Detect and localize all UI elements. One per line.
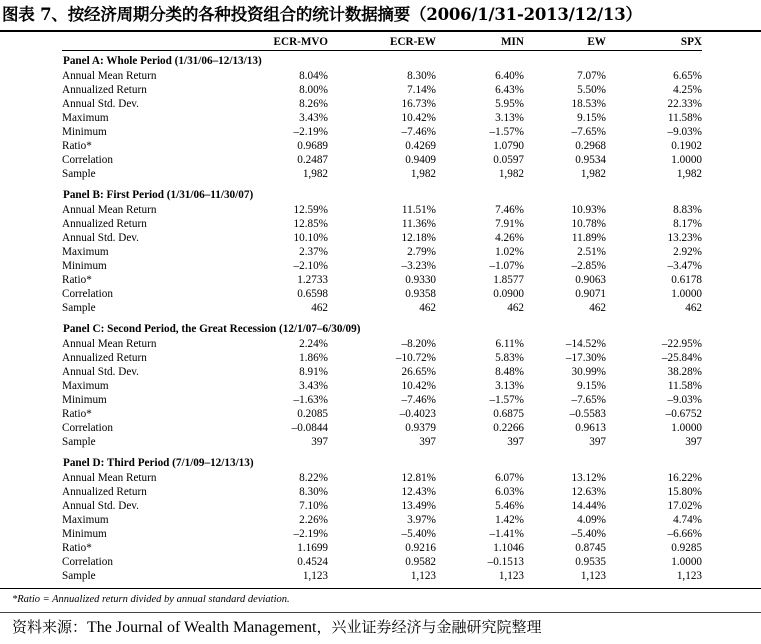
row-label: Maximum <box>62 514 109 526</box>
value-cell: –9.03% <box>667 394 702 406</box>
value-cell: 6.43% <box>495 84 524 96</box>
value-cell: 0.9534 <box>575 154 606 166</box>
value-cell: 2.37% <box>299 246 328 258</box>
value-cell: 8.00% <box>299 84 328 96</box>
value-cell: 1,982 <box>410 168 436 180</box>
table-row <box>62 435 702 449</box>
value-cell: 8.04% <box>299 70 328 82</box>
row-label: Annual Std. Dev. <box>62 366 139 378</box>
value-cell: 397 <box>685 436 702 448</box>
value-cell: –0.1513 <box>487 556 524 568</box>
value-cell: 11.36% <box>401 218 436 230</box>
value-cell: 8.48% <box>495 366 524 378</box>
value-cell: 0.9613 <box>575 422 606 434</box>
value-cell: 2.51% <box>577 246 606 258</box>
value-cell: 0.9409 <box>405 154 436 166</box>
value-cell: 0.9358 <box>405 288 436 300</box>
value-cell: 397 <box>419 436 436 448</box>
value-cell: 1,123 <box>302 570 328 582</box>
value-cell: 3.13% <box>495 380 524 392</box>
value-cell: 0.2487 <box>297 154 328 166</box>
value-cell: 0.9689 <box>297 140 328 152</box>
value-cell: 1,982 <box>302 168 328 180</box>
table-row <box>62 421 702 435</box>
value-cell: 0.6875 <box>493 408 524 420</box>
row-label: Annual Mean Return <box>62 338 157 350</box>
value-cell: –1.57% <box>489 126 524 138</box>
value-cell: 14.44% <box>571 500 606 512</box>
value-cell: 0.2968 <box>575 140 606 152</box>
source-journal: The Journal of Wealth Management <box>87 619 317 636</box>
panel-header-c <box>62 321 702 337</box>
value-cell: –1.57% <box>489 394 524 406</box>
value-cell: –14.52% <box>565 338 606 350</box>
source-suffix: ，兴业证券经济与金融研究院整理 <box>316 618 542 636</box>
value-cell: 8.22% <box>299 472 328 484</box>
value-cell: 6.07% <box>495 472 524 484</box>
value-cell: 462 <box>419 302 436 314</box>
col-header-spx: SPX <box>606 34 702 51</box>
header-row <box>62 34 702 51</box>
value-cell: 1.1699 <box>297 542 328 554</box>
value-cell: 0.1902 <box>671 140 702 152</box>
value-cell: 0.9330 <box>405 274 436 286</box>
bottom-rule <box>0 588 761 589</box>
value-cell: –2.19% <box>293 126 328 138</box>
value-cell: 1.0000 <box>671 422 702 434</box>
row-label: Annual Mean Return <box>62 472 157 484</box>
value-cell: 1,123 <box>498 570 524 582</box>
value-cell: 3.43% <box>299 380 328 392</box>
value-cell: 1.1046 <box>493 542 524 554</box>
value-cell: 7.46% <box>495 204 524 216</box>
value-cell: 8.26% <box>299 98 328 110</box>
value-cell: 0.9285 <box>671 542 702 554</box>
value-cell: –5.40% <box>401 528 436 540</box>
value-cell: 4.09% <box>577 514 606 526</box>
value-cell: 2.79% <box>407 246 436 258</box>
table-row <box>62 541 702 555</box>
row-label: Annual Std. Dev. <box>62 500 139 512</box>
value-cell: 2.24% <box>299 338 328 350</box>
statistics-table <box>62 34 702 583</box>
value-cell: 1,982 <box>676 168 702 180</box>
panel-title: Panel C: Second Period, the Great Recession (12/1/07–6/30/09) <box>63 323 361 335</box>
table-row <box>62 139 702 153</box>
value-cell: 397 <box>589 436 606 448</box>
value-cell: 0.6598 <box>297 288 328 300</box>
table-row <box>62 365 702 379</box>
row-label: Ratio* <box>62 274 92 286</box>
row-label: Annual Mean Return <box>62 204 157 216</box>
value-cell: –0.5583 <box>569 408 606 420</box>
value-cell: 1.86% <box>299 352 328 364</box>
value-cell: 8.83% <box>673 204 702 216</box>
value-cell: 8.30% <box>407 70 436 82</box>
value-cell: 38.28% <box>667 366 702 378</box>
value-cell: 6.65% <box>673 70 702 82</box>
value-cell: 4.25% <box>673 84 702 96</box>
value-cell: –6.66% <box>667 528 702 540</box>
table-row <box>62 485 702 499</box>
row-label: Annualized Return <box>62 352 147 364</box>
source-line <box>12 616 541 639</box>
value-cell: 7.10% <box>299 500 328 512</box>
value-cell: 397 <box>507 436 524 448</box>
value-cell: 0.9582 <box>405 556 436 568</box>
value-cell: 16.22% <box>667 472 702 484</box>
panel-header-d <box>62 455 702 471</box>
panel-header-a <box>62 51 702 70</box>
value-cell: 0.0597 <box>493 154 524 166</box>
value-cell: 12.81% <box>401 472 436 484</box>
value-cell: –22.95% <box>661 338 702 350</box>
value-cell: 6.03% <box>495 486 524 498</box>
value-cell: –7.46% <box>401 394 436 406</box>
value-cell: –17.30% <box>565 352 606 364</box>
table-row <box>62 167 702 181</box>
value-cell: –0.6752 <box>665 408 702 420</box>
value-cell: 0.9216 <box>405 542 436 554</box>
footnote: *Ratio = Annualized return divided by annual standard deviation. <box>12 594 290 605</box>
value-cell: –9.03% <box>667 126 702 138</box>
value-cell: –7.65% <box>571 126 606 138</box>
value-cell: –2.10% <box>293 260 328 272</box>
table-row <box>62 471 702 485</box>
row-label: Annual Std. Dev. <box>62 98 139 110</box>
value-cell: 2.26% <box>299 514 328 526</box>
value-cell: 0.2266 <box>493 422 524 434</box>
table-row <box>62 83 702 97</box>
row-label: Sample <box>62 168 96 180</box>
value-cell: 9.15% <box>577 112 606 124</box>
value-cell: –25.84% <box>661 352 702 364</box>
col-header-ecr-mvo: ECR-MVO <box>238 34 328 51</box>
value-cell: 13.49% <box>401 500 436 512</box>
value-cell: 462 <box>311 302 328 314</box>
value-cell: 0.9535 <box>575 556 606 568</box>
row-label: Correlation <box>62 556 113 568</box>
row-label: Sample <box>62 302 96 314</box>
value-cell: 18.53% <box>571 98 606 110</box>
value-cell: 1.0790 <box>493 140 524 152</box>
value-cell: 0.0900 <box>493 288 524 300</box>
row-label: Annual Mean Return <box>62 70 157 82</box>
value-cell: 5.46% <box>495 500 524 512</box>
source-rule <box>0 612 761 613</box>
value-cell: 462 <box>589 302 606 314</box>
table-row <box>62 393 702 407</box>
table-row <box>62 259 702 273</box>
value-cell: 11.58% <box>667 112 702 124</box>
value-cell: 1,982 <box>498 168 524 180</box>
panel-title: Panel B: First Period (1/31/06–11/30/07) <box>63 189 254 201</box>
value-cell: 462 <box>507 302 524 314</box>
value-cell: 10.78% <box>571 218 606 230</box>
value-cell: 7.91% <box>495 218 524 230</box>
value-cell: 12.63% <box>571 486 606 498</box>
value-cell: 3.97% <box>407 514 436 526</box>
value-cell: 22.33% <box>667 98 702 110</box>
row-label: Minimum <box>62 528 107 540</box>
value-cell: 462 <box>685 302 702 314</box>
source-prefix: 资料来源： <box>12 618 88 636</box>
value-cell: –7.46% <box>401 126 436 138</box>
value-cell: 5.95% <box>495 98 524 110</box>
value-cell: –1.41% <box>489 528 524 540</box>
table-row <box>62 287 702 301</box>
value-cell: 0.2085 <box>297 408 328 420</box>
value-cell: 1.0000 <box>671 556 702 568</box>
value-cell: –10.72% <box>395 352 436 364</box>
row-label: Ratio* <box>62 542 92 554</box>
value-cell: 0.9379 <box>405 422 436 434</box>
value-cell: 1,123 <box>676 570 702 582</box>
value-cell: 17.02% <box>667 500 702 512</box>
value-cell: 12.59% <box>293 204 328 216</box>
top-rule <box>0 30 761 32</box>
value-cell: 11.51% <box>401 204 436 216</box>
table-row <box>62 407 702 421</box>
row-label: Minimum <box>62 126 107 138</box>
value-cell: 1,123 <box>580 570 606 582</box>
value-cell: –0.4023 <box>399 408 436 420</box>
value-cell: 12.85% <box>293 218 328 230</box>
value-cell: 0.9063 <box>575 274 606 286</box>
row-label: Annual Std. Dev. <box>62 232 139 244</box>
value-cell: 26.65% <box>401 366 436 378</box>
table-row <box>62 379 702 393</box>
value-cell: 0.6178 <box>671 274 702 286</box>
value-cell: 0.4524 <box>297 556 328 568</box>
table-row <box>62 97 702 111</box>
value-cell: 8.17% <box>673 218 702 230</box>
row-label: Ratio* <box>62 408 92 420</box>
table-row <box>62 125 702 139</box>
value-cell: –7.65% <box>571 394 606 406</box>
value-cell: –5.40% <box>571 528 606 540</box>
table-row <box>62 203 702 217</box>
row-label: Minimum <box>62 260 107 272</box>
value-cell: 10.10% <box>293 232 328 244</box>
col-header-min: MIN <box>436 34 524 51</box>
figure-title: 图表 7、按经济周期分类的各种投资组合的统计数据摘要（2006/1/31-2013/12/13） <box>2 5 642 24</box>
table-row <box>62 231 702 245</box>
row-label: Correlation <box>62 288 113 300</box>
value-cell: 10.93% <box>571 204 606 216</box>
table-row <box>62 69 702 83</box>
row-label: Correlation <box>62 154 113 166</box>
value-cell: 1.2733 <box>297 274 328 286</box>
table-row <box>62 301 702 315</box>
value-cell: 5.50% <box>577 84 606 96</box>
value-cell: –1.07% <box>489 260 524 272</box>
table-row <box>62 153 702 167</box>
value-cell: –8.20% <box>401 338 436 350</box>
value-cell: 4.74% <box>673 514 702 526</box>
value-cell: 4.26% <box>495 232 524 244</box>
value-cell: 30.99% <box>571 366 606 378</box>
value-cell: 13.12% <box>571 472 606 484</box>
row-label: Sample <box>62 570 96 582</box>
table-row <box>62 351 702 365</box>
row-label: Annualized Return <box>62 486 147 498</box>
row-label: Minimum <box>62 394 107 406</box>
value-cell: 9.15% <box>577 380 606 392</box>
header-label-cell <box>62 34 238 51</box>
value-cell: 1,982 <box>580 168 606 180</box>
value-cell: 11.89% <box>571 232 606 244</box>
value-cell: 7.07% <box>577 70 606 82</box>
table-body <box>62 51 702 584</box>
row-label: Maximum <box>62 380 109 392</box>
value-cell: 397 <box>311 436 328 448</box>
panel-title: Panel D: Third Period (7/1/09–12/13/13) <box>63 457 254 469</box>
value-cell: 8.30% <box>299 486 328 498</box>
value-cell: 5.83% <box>495 352 524 364</box>
value-cell: 10.42% <box>401 380 436 392</box>
value-cell: 8.91% <box>299 366 328 378</box>
table-row <box>62 555 702 569</box>
table-row <box>62 513 702 527</box>
panel-title: Panel A: Whole Period (1/31/06–12/13/13) <box>63 55 262 67</box>
table-row <box>62 569 702 583</box>
panel-header-b <box>62 187 702 203</box>
row-label: Annualized Return <box>62 218 147 230</box>
value-cell: –2.85% <box>571 260 606 272</box>
value-cell: –3.47% <box>667 260 702 272</box>
value-cell: –3.23% <box>401 260 436 272</box>
col-header-ecr-ew: ECR-EW <box>328 34 436 51</box>
row-label: Sample <box>62 436 96 448</box>
table-row <box>62 273 702 287</box>
row-label: Correlation <box>62 422 113 434</box>
value-cell: 3.43% <box>299 112 328 124</box>
value-cell: 1.8577 <box>493 274 524 286</box>
table-row <box>62 499 702 513</box>
value-cell: 10.42% <box>401 112 436 124</box>
value-cell: 16.73% <box>401 98 436 110</box>
row-label: Annualized Return <box>62 84 147 96</box>
table-row <box>62 217 702 231</box>
row-label: Maximum <box>62 246 109 258</box>
col-header-ew: EW <box>524 34 606 51</box>
value-cell: 6.11% <box>495 338 524 350</box>
value-cell: 15.80% <box>667 486 702 498</box>
value-cell: 11.58% <box>667 380 702 392</box>
table-row <box>62 527 702 541</box>
table-row <box>62 337 702 351</box>
value-cell: 6.40% <box>495 70 524 82</box>
value-cell: 12.18% <box>401 232 436 244</box>
value-cell: –1.63% <box>293 394 328 406</box>
row-label: Ratio* <box>62 140 92 152</box>
row-label: Maximum <box>62 112 109 124</box>
value-cell: 3.13% <box>495 112 524 124</box>
value-cell: 1.0000 <box>671 154 702 166</box>
value-cell: 1.42% <box>495 514 524 526</box>
value-cell: 0.4269 <box>405 140 436 152</box>
table-row <box>62 111 702 125</box>
value-cell: –2.19% <box>293 528 328 540</box>
value-cell: 0.9071 <box>575 288 606 300</box>
value-cell: 1,123 <box>410 570 436 582</box>
value-cell: 0.8745 <box>575 542 606 554</box>
table-row <box>62 245 702 259</box>
value-cell: 1.02% <box>495 246 524 258</box>
value-cell: 13.23% <box>667 232 702 244</box>
value-cell: –0.0844 <box>291 422 328 434</box>
value-cell: 1.0000 <box>671 288 702 300</box>
value-cell: 7.14% <box>407 84 436 96</box>
value-cell: 2.92% <box>673 246 702 258</box>
value-cell: 12.43% <box>401 486 436 498</box>
